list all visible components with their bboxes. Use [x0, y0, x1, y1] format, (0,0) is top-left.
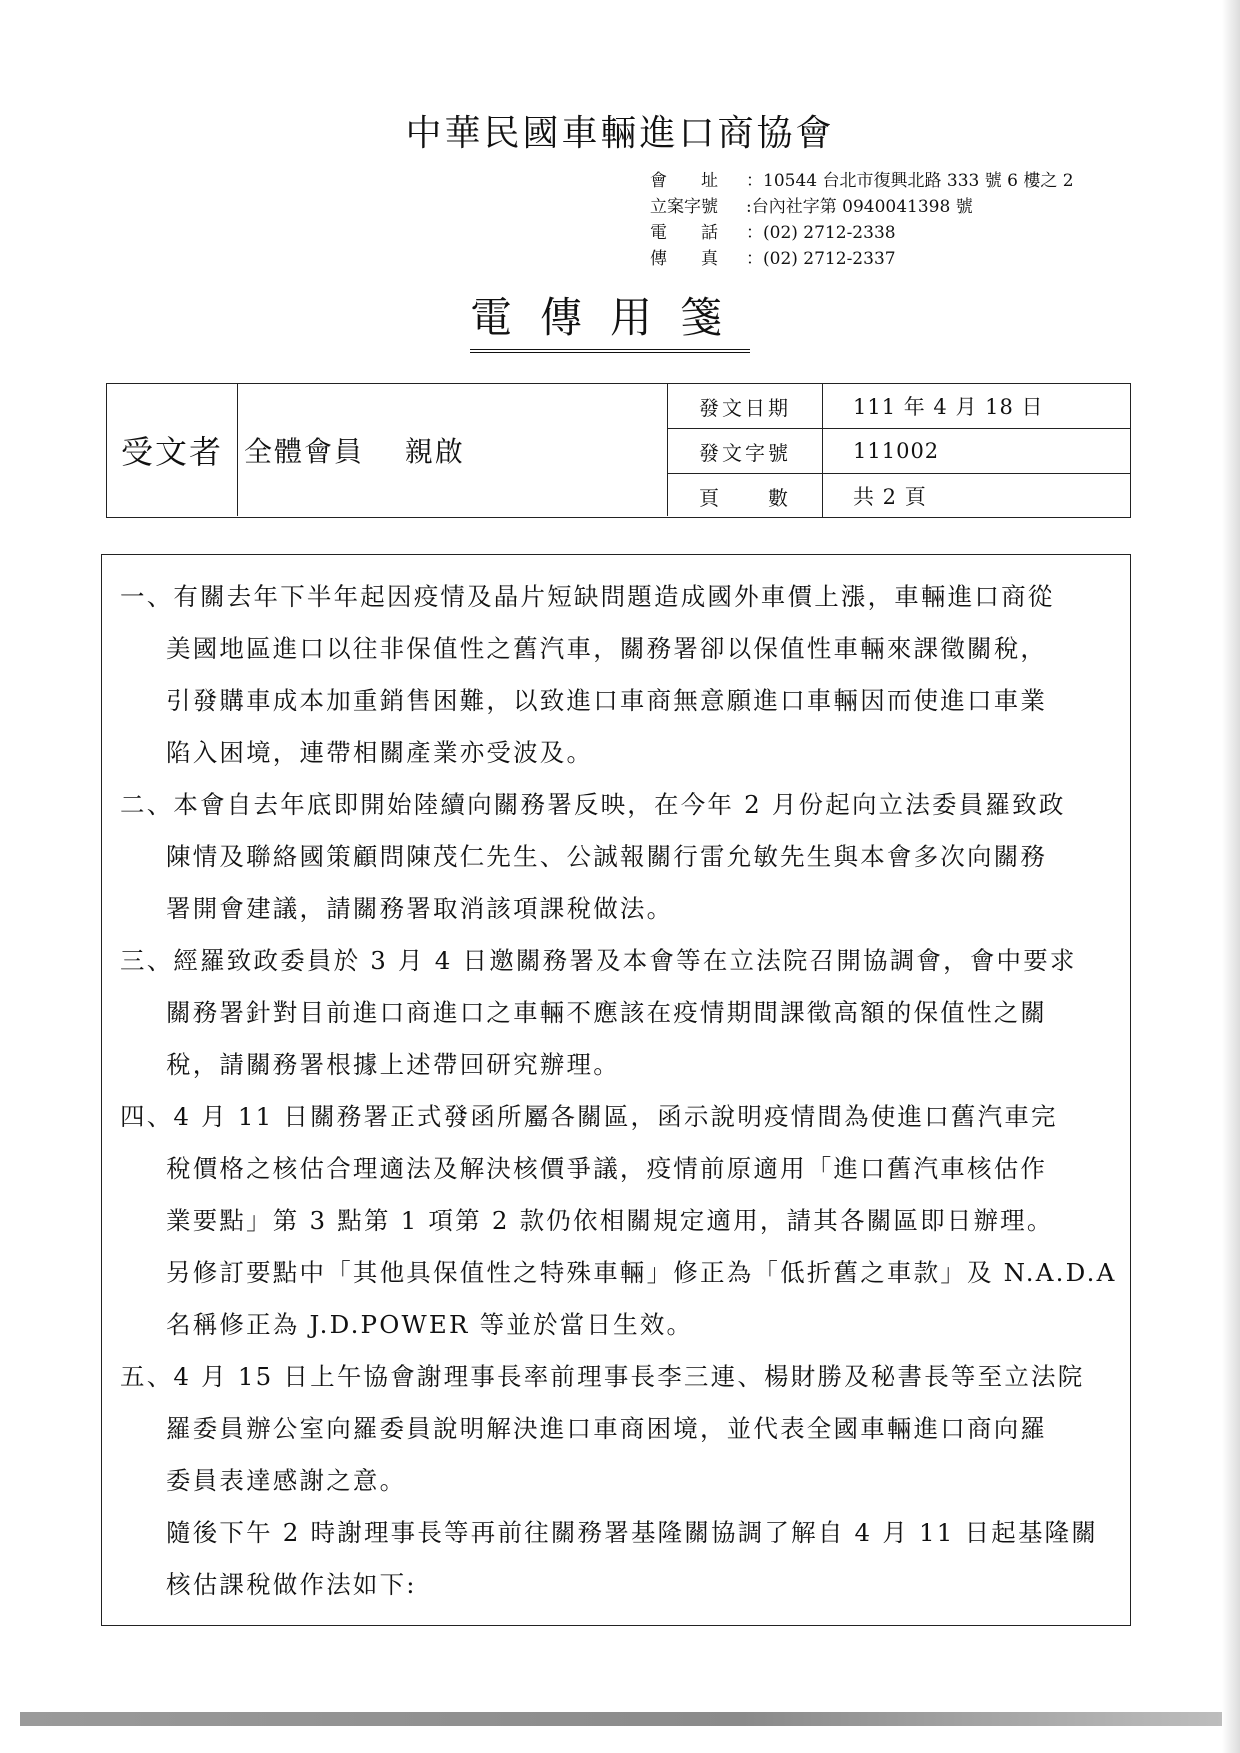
body-line: 稅價格之核估合理適法及解決核價爭議，疫情前原適用「進口舊汽車核估作: [166, 1154, 1048, 1183]
memo-title: 電傳用箋: [470, 285, 750, 353]
body-line: 五、4 月 15 日上午協會謝理事長率前理事長李三連、楊財勝及秘書長等至立法院: [120, 1362, 1085, 1391]
body-line: 引發購車成本加重銷售困難，以致進口車商無意願進口車輛因而使進口車業: [166, 686, 1048, 715]
body-line: 陷入困境，連帶相關產業亦受波及。: [166, 738, 594, 767]
contact-value: (02) 2712-2337: [763, 249, 896, 269]
meta-row-doc-number: [668, 429, 1131, 474]
contact-value: 10544 台北市復興北路 333 號 6 樓之 2: [763, 171, 1074, 191]
meta-label: 發文日期: [668, 384, 823, 428]
meta-label: 發文字號: [668, 429, 823, 473]
contact-phone: 電 話 ： (02) 2712-2338: [650, 220, 1074, 246]
organization-name: 中華民國車輛進口商協會: [405, 113, 835, 154]
contact-label: 電 話: [650, 223, 718, 243]
body-line: 一、有關去年下半年起因疫情及晶片短缺問題造成國外車價上漲，車輛進口商從: [120, 582, 1055, 611]
recipient-label: 受文者: [107, 384, 238, 516]
body-line: 委員表達感謝之意。: [166, 1466, 407, 1495]
body-line: 三、經羅致政委員於 3 月 4 日邀關務署及本會等在立法院召開協調會，會中要求: [120, 946, 1077, 975]
body-line: 美國地區進口以往非保值性之舊汽車，關務署卻以保值性車輛來課徵關稅，: [166, 634, 1048, 663]
body-line: 陳情及聯絡國策顧問陳茂仁先生、公誠報關行雷允敏先生與本會多次向關務: [166, 842, 1048, 871]
contact-label: 會 址: [650, 171, 718, 191]
recipient-value: 全體會員 親啟: [244, 435, 465, 468]
scan-bottom-edge: [20, 1712, 1222, 1726]
meta-value: 111 年 4 月 18 日: [853, 395, 1044, 419]
body-line: 稅，請關務署根據上述帶回研究辦理。: [166, 1050, 620, 1079]
contact-label: 傳 真: [650, 249, 718, 269]
header-table: [106, 383, 1131, 518]
body-line: 羅委員辦公室向羅委員說明解決進口車商困境，並代表全國車輛進口商向羅: [166, 1414, 1048, 1443]
body-line: 核估課稅做作法如下:: [166, 1570, 417, 1599]
meta-row-date: [668, 384, 1131, 429]
header-meta: [667, 384, 1131, 516]
body-line: 二、本會自去年底即開始陸續向關務署反映，在今年 2 月份起向立法委員羅致政: [120, 790, 1066, 819]
body-line: 名稱修正為 J.D.POWER 等並於當日生效。: [166, 1310, 694, 1339]
contact-registration: 立案字號 : 台內社字第 0940041398 號: [650, 194, 1074, 220]
contact-label: 立案字號: [650, 197, 718, 217]
meta-row-pages: [668, 474, 1131, 518]
body-line: 四、4 月 11 日關務署正式發函所屬各關區，函示說明疫情間為使進口舊汽車完: [120, 1102, 1058, 1131]
contact-fax: 傳 真 ： (02) 2712-2337: [650, 246, 1074, 272]
body-line: 隨後下午 2 時謝理事長等再前往關務署基隆關協調了解自 4 月 11 日起基隆關: [166, 1518, 1099, 1547]
contact-value: 台內社字第 0940041398 號: [751, 197, 973, 217]
body-line: 業要點」第 3 點第 1 項第 2 款仍依相關規定適用，請其各關區即日辦理。: [166, 1206, 1054, 1235]
meta-value: 共 2 頁: [853, 485, 927, 509]
page-edge-shadow: [1222, 0, 1240, 1753]
meta-value: 111002: [853, 439, 940, 463]
contact-block: [650, 168, 1074, 272]
body-line: 署開會建議，請關務署取消該項課稅做法。: [166, 894, 674, 923]
body-line: 另修訂要點中「其他具保值性之特殊車輛」修正為「低折舊之車款」及 N.A.D.A: [166, 1258, 1117, 1287]
contact-value: (02) 2712-2338: [763, 223, 896, 243]
body-line: 關務署針對目前進口商進口之車輛不應該在疫情期間課徵高額的保值性之關: [166, 998, 1048, 1027]
meta-label: 頁 數: [668, 474, 823, 518]
contact-address: 會 址 ： 10544 台北市復興北路 333 號 6 樓之 2: [650, 168, 1074, 194]
